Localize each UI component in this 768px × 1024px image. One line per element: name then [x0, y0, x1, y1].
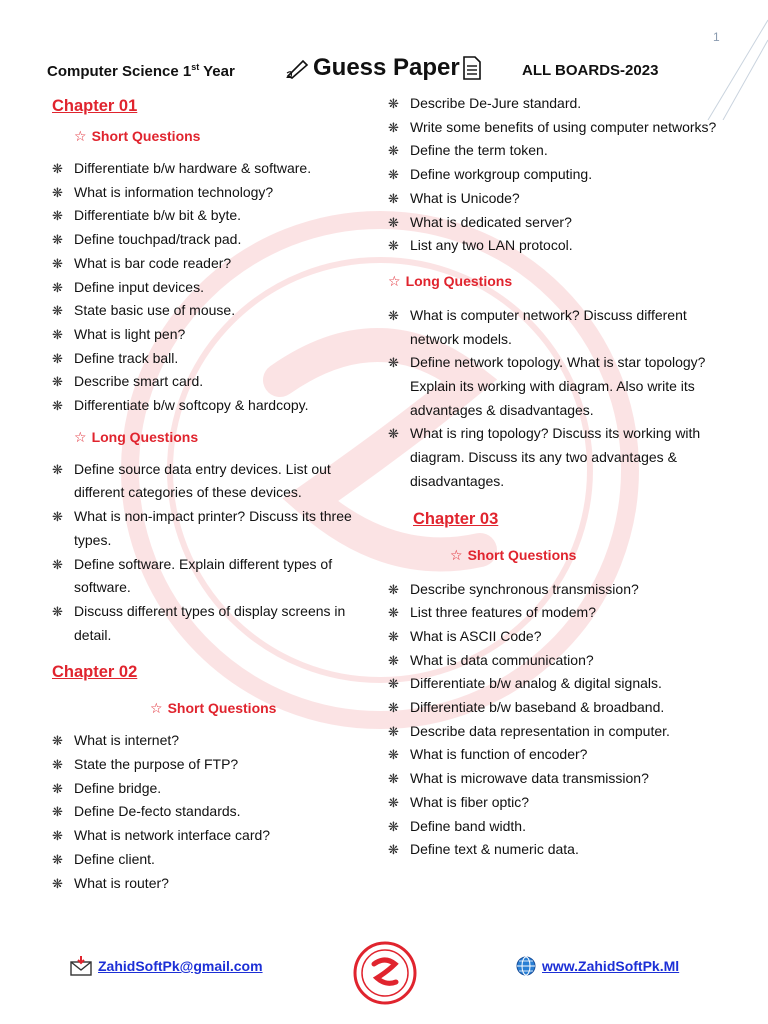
ch1-short-list: [52, 157, 382, 418]
star-icon: ☆: [74, 128, 87, 144]
question-item: [52, 347, 382, 371]
question-item: [52, 753, 382, 777]
bullet-icon: ❋: [388, 700, 399, 716]
question-text: Define client.: [74, 850, 155, 867]
chapter-03-heading: Chapter 03: [413, 509, 499, 528]
ch3-short-questions-heading: ☆ Short Questions: [450, 542, 718, 568]
star-icon: ☆: [74, 428, 87, 445]
question-text: Differentiate b/w analog & digital signals.: [410, 675, 662, 692]
bullet-icon: ❋: [388, 676, 399, 692]
bullet-icon: ❋: [52, 780, 63, 796]
question-text: Define workgroup computing.: [410, 166, 593, 183]
bullet-icon: ❋: [388, 307, 399, 323]
question-text: What is router?: [74, 874, 169, 891]
chapter-02-heading: Chapter 02: [52, 663, 138, 682]
mail-icon: [70, 956, 92, 976]
website-block: [516, 956, 679, 976]
question-item: [388, 351, 718, 422]
question-item: [52, 394, 382, 418]
bullet-icon: ❋: [388, 794, 399, 810]
star-icon: ☆: [150, 700, 163, 717]
question-item: [52, 323, 382, 347]
guess-paper-title: Guess Paper: [285, 54, 482, 82]
ch1-long-list: [52, 458, 382, 648]
bullet-icon: ❋: [52, 603, 63, 619]
bullet-icon: ❋: [52, 232, 63, 248]
question-text: Define band width.: [410, 817, 526, 834]
globe-icon: [516, 956, 536, 976]
question-item: [388, 696, 718, 720]
question-item: [388, 116, 718, 140]
question-item: [52, 777, 382, 801]
question-item: [52, 276, 382, 300]
question-item: [52, 553, 382, 600]
bullet-icon: ❋: [52, 461, 63, 477]
bullet-icon: ❋: [52, 255, 63, 271]
question-text: Define bridge.: [74, 779, 162, 796]
bullet-icon: ❋: [52, 279, 63, 295]
bullet-icon: ❋: [52, 326, 63, 342]
question-item: [388, 743, 718, 767]
ch2-short-list: [52, 729, 382, 895]
question-item: [388, 720, 718, 744]
question-text: What is non-impact printer? Discuss its three types.: [74, 508, 352, 548]
question-item: [388, 92, 718, 116]
question-text: What is information technology?: [74, 183, 274, 200]
question-text: Define the term token.: [410, 142, 548, 159]
question-text: What is microwave data transmission?: [410, 770, 649, 787]
question-item: [388, 187, 718, 211]
question-text: State basic use of mouse.: [74, 302, 236, 319]
question-text: What is network interface card?: [74, 827, 271, 844]
question-text: State the purpose of FTP?: [74, 756, 239, 773]
email-block: [70, 956, 263, 976]
bullet-icon: ❋: [388, 167, 399, 183]
bullet-icon: ❋: [52, 398, 63, 414]
question-item: [52, 872, 382, 896]
question-item: [52, 800, 382, 824]
question-item: [52, 505, 382, 552]
bullet-icon: ❋: [52, 875, 63, 891]
question-item: [388, 578, 718, 602]
document-icon: [462, 56, 482, 80]
question-item: [388, 163, 718, 187]
bullet-icon: ❋: [52, 161, 63, 176]
question-text: List three features of modem?: [410, 604, 596, 621]
bullet-icon: ❋: [388, 214, 399, 230]
website-link[interactable]: www.ZahidSoftPk.Ml: [542, 958, 680, 974]
question-item: [52, 252, 382, 276]
question-item: [388, 625, 718, 649]
question-item: [388, 422, 718, 493]
bullet-icon: ❋: [388, 355, 399, 371]
bullet-icon: ❋: [388, 747, 399, 763]
bullet-icon: ❋: [52, 733, 63, 749]
question-text: What is bar code reader?: [74, 254, 232, 271]
question-text: Differentiate b/w hardware & software.: [74, 160, 312, 176]
question-text: What is ASCII Code?: [410, 627, 542, 644]
bullet-icon: ❋: [388, 723, 399, 739]
question-text: Describe De-Jure standard.: [410, 95, 582, 111]
bullet-icon: ❋: [388, 238, 399, 254]
question-text: Differentiate b/w baseband & broadband.: [410, 699, 665, 716]
question-item: [52, 299, 382, 323]
bullet-icon: ❋: [388, 119, 399, 135]
question-item: [388, 234, 718, 258]
email-link[interactable]: ZahidSoftPk@gmail.com: [98, 958, 263, 974]
question-text: Describe synchronous transmission?: [410, 580, 639, 597]
boards-label: ALL BOARDS-2023: [522, 62, 659, 79]
question-text: Describe data representation in computer.: [410, 722, 670, 739]
question-text: Discuss different types of display screens in detail.: [74, 602, 346, 643]
question-text: What is internet?: [74, 732, 180, 749]
ch2-long-list: [388, 304, 718, 494]
question-text: What is function of encoder?: [410, 746, 588, 763]
bullet-icon: ❋: [388, 605, 399, 621]
question-item: [52, 157, 382, 181]
question-text: Define touchpad/track pad.: [74, 231, 242, 248]
question-item: [52, 824, 382, 848]
question-text: What is computer network? Discuss different network models.: [410, 306, 687, 347]
question-item: [388, 838, 718, 862]
question-text: What is ring topology? Discuss its working with diagram. Discuss its any two advantages & disadvantages.: [410, 425, 701, 489]
pencil-icon: [285, 57, 311, 79]
question-text: What is Unicode?: [410, 189, 520, 206]
subject-title: Computer Science 1st Year: [47, 62, 235, 80]
question-text: What is dedicated server?: [410, 213, 572, 230]
question-item: [52, 204, 382, 228]
bullet-icon: ❋: [388, 581, 399, 597]
question-item: [52, 600, 382, 647]
chapter-01-heading: Chapter 01: [52, 97, 138, 115]
page-footer: [0, 940, 768, 1010]
question-text: List any two LAN protocol.: [410, 237, 573, 254]
bullet-icon: ❋: [52, 556, 63, 572]
bullet-icon: ❋: [52, 828, 63, 844]
logo-seal: [352, 940, 418, 1006]
ch3-short-list: [388, 578, 718, 862]
bullet-icon: ❋: [388, 652, 399, 668]
question-text: Write some benefits of using computer networks?: [410, 118, 717, 135]
bullet-icon: ❋: [52, 374, 63, 390]
question-item: [388, 304, 718, 351]
bullet-icon: ❋: [388, 96, 399, 111]
page-number: 1: [713, 30, 720, 44]
question-text: Define text & numeric data.: [410, 841, 579, 858]
bullet-icon: ❋: [388, 143, 399, 159]
bullet-icon: ❋: [388, 628, 399, 644]
question-text: Differentiate b/w softcopy & hardcopy.: [74, 397, 309, 414]
question-text: Define network topology. What is star topology? Explain its working with diagram. Also write its advantages & disadvantages.: [410, 354, 706, 418]
bullet-icon: ❋: [52, 851, 63, 867]
question-item: [388, 672, 718, 696]
question-text: What is light pen?: [74, 325, 186, 342]
bullet-icon: ❋: [388, 190, 399, 206]
bullet-icon: ❋: [388, 771, 399, 787]
question-text: Differentiate b/w bit & byte.: [74, 207, 242, 224]
right-column: [388, 92, 718, 862]
question-item: [388, 791, 718, 815]
question-text: Define software. Explain different types of software.: [74, 555, 333, 596]
question-text: What is data communication?: [410, 651, 594, 668]
question-item: [388, 139, 718, 163]
ch1-short-questions-heading: ☆ Short Questions: [74, 123, 382, 149]
page-header: [0, 52, 768, 92]
question-text: Define De-fecto standards.: [74, 803, 241, 820]
bullet-icon: ❋: [52, 303, 63, 319]
question-text: Define source data entry devices. List out different categories of these devices.: [74, 460, 331, 501]
ch2-short-list-continued: [388, 92, 718, 258]
question-item: [52, 181, 382, 205]
question-item: [388, 815, 718, 839]
question-item: [52, 729, 382, 753]
bullet-icon: ❋: [388, 818, 399, 834]
star-icon: ☆: [388, 272, 401, 289]
bullet-icon: ❋: [52, 757, 63, 773]
bullet-icon: ❋: [388, 842, 399, 858]
question-item: [52, 848, 382, 872]
bullet-icon: ❋: [388, 426, 399, 442]
question-text: Define input devices.: [74, 278, 204, 295]
question-text: Describe smart card.: [74, 373, 204, 390]
question-item: [52, 228, 382, 252]
bullet-icon: ❋: [52, 208, 63, 224]
ch1-long-questions-heading: ☆ Long Questions: [74, 424, 382, 450]
bullet-icon: ❋: [52, 350, 63, 366]
bullet-icon: ❋: [52, 509, 63, 525]
bullet-icon: ❋: [52, 804, 63, 820]
bullet-icon: ❋: [52, 184, 63, 200]
question-item: [52, 370, 382, 394]
question-text: What is fiber optic?: [410, 793, 530, 810]
question-text: Define track ball.: [74, 349, 179, 366]
question-item: [388, 649, 718, 673]
question-item: [52, 458, 382, 505]
question-item: [388, 767, 718, 791]
left-column: [52, 92, 382, 895]
ch2-short-questions-heading: ☆ Short Questions: [150, 695, 382, 721]
star-icon: ☆: [450, 546, 463, 563]
ch2-long-questions-heading: ☆ Long Questions: [388, 268, 718, 294]
question-item: [388, 601, 718, 625]
question-item: [388, 211, 718, 235]
